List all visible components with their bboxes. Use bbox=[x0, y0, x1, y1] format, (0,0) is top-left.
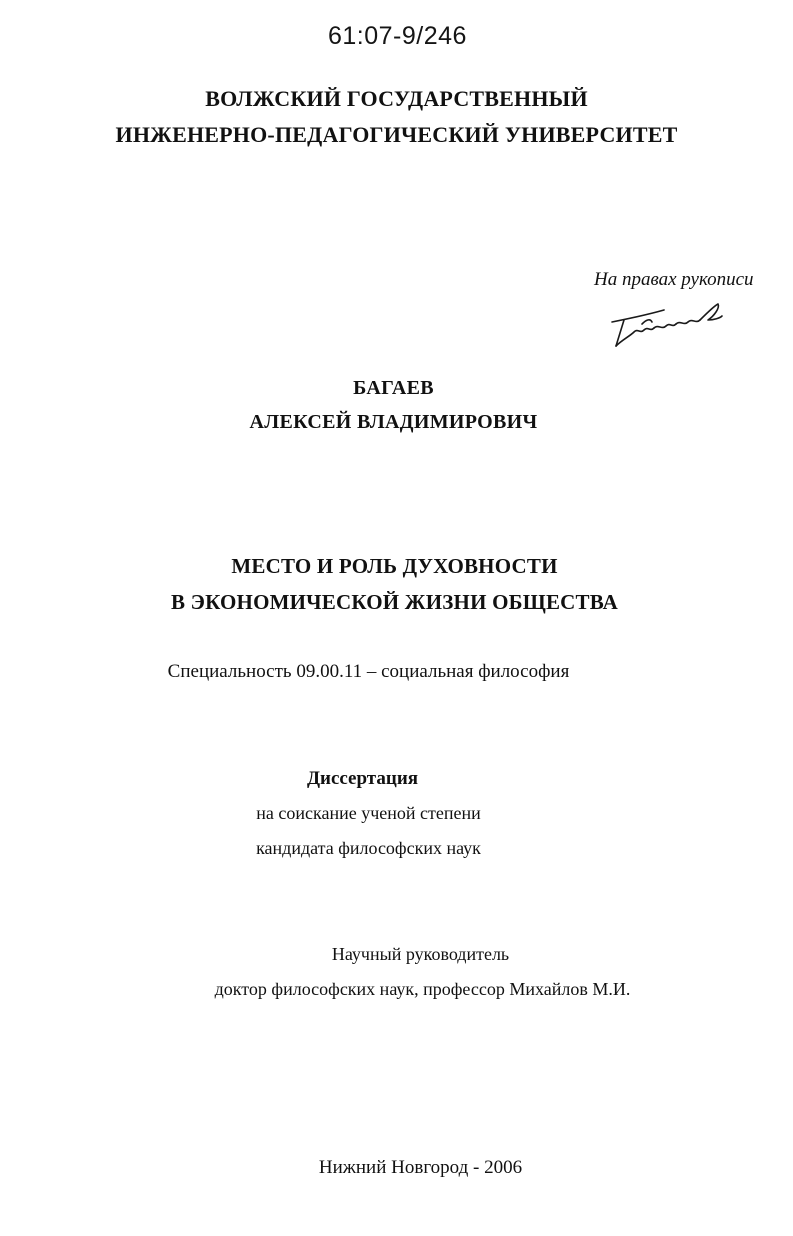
specialty-line: Специальность 09.00.11 – социальная философия bbox=[167, 661, 570, 682]
document-type: Диссертация bbox=[306, 768, 419, 789]
university-name-line2: ИНЖЕНЕРНО-ПЕДАГОГИЧЕСКИЙ УНИВЕРСИТЕТ bbox=[115, 122, 678, 147]
degree-purpose: на соискание ученой степени bbox=[256, 803, 481, 823]
degree-name: кандидата философских наук bbox=[256, 838, 481, 858]
handwritten-signature-icon bbox=[602, 296, 732, 352]
manuscript-rights-note: На правах рукописи bbox=[594, 269, 754, 290]
author-surname: БАГАЕВ bbox=[353, 377, 434, 399]
university-name-line1: ВОЛЖСКИЙ ГОСУДАРСТВЕННЫЙ bbox=[205, 86, 588, 111]
thesis-title-line1: МЕСТО И РОЛЬ ДУХОВНОСТИ bbox=[231, 554, 558, 578]
author-name: АЛЕКСЕЙ ВЛАДИМИРОВИЧ bbox=[249, 411, 538, 433]
supervisor-details: доктор философских наук, профессор Михайлов М.И. bbox=[214, 979, 631, 999]
place-and-year: Нижний Новгород - 2006 bbox=[318, 1157, 523, 1178]
supervisor-label: Научный руководитель bbox=[331, 944, 510, 964]
thesis-title-line2: В ЭКОНОМИЧЕСКОЙ ЖИЗНИ ОБЩЕСТВА bbox=[171, 590, 618, 614]
archive-code: 61:07-9/246 bbox=[328, 22, 467, 50]
